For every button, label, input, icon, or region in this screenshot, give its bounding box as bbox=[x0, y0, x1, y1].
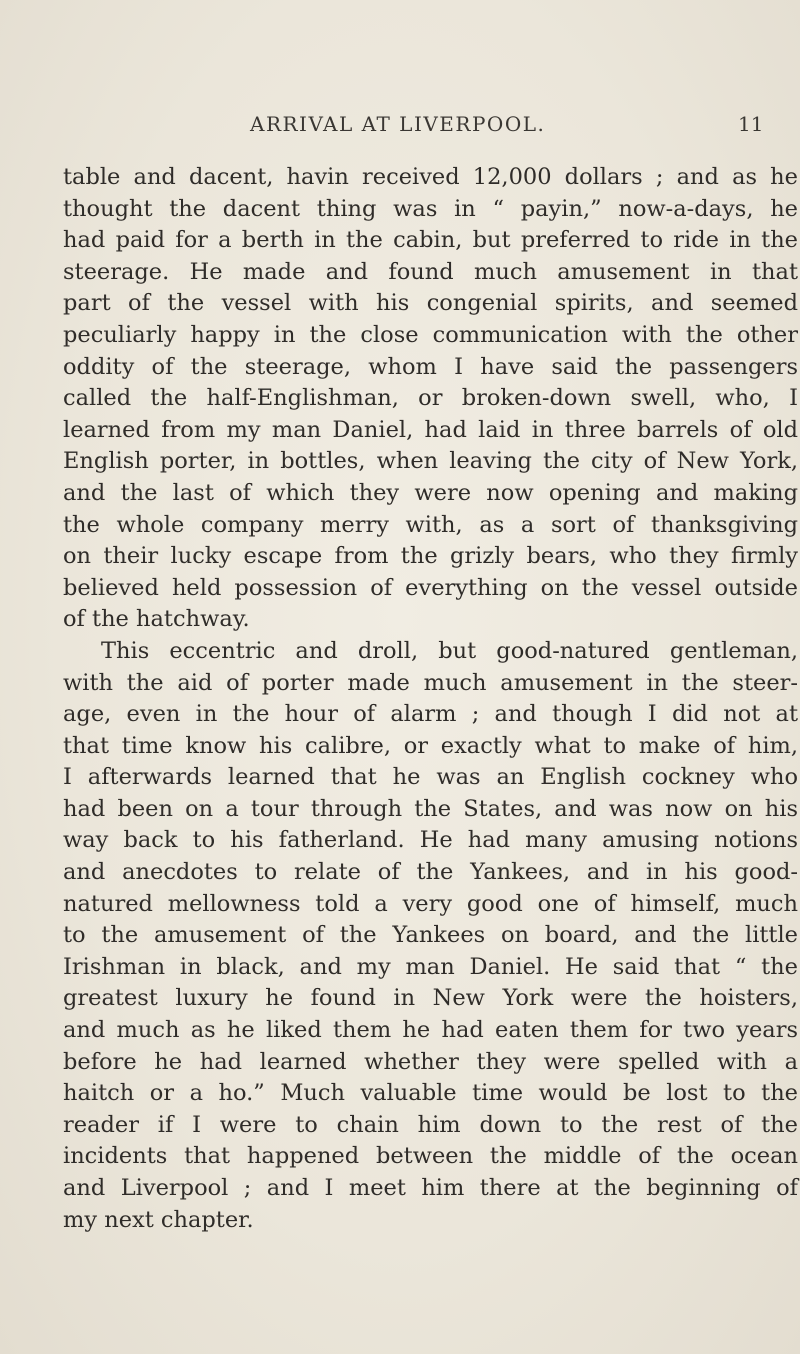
text-line: called the half-Englishman, or broken-down swell, who, I bbox=[63, 385, 798, 412]
running-title: ARRIVAL AT LIVERPOOL. bbox=[250, 112, 546, 136]
text-line: age, even in the hour of alarm ; and though I did not at bbox=[63, 701, 798, 728]
text-line: to the amusement of the Yankees on board, and the little bbox=[63, 922, 798, 949]
text-line: oddity of the steerage, whom I have said the passengers bbox=[63, 353, 798, 380]
text-line: with the aid of porter made much amusement in the steer- bbox=[63, 669, 798, 696]
page-number: 11 bbox=[738, 112, 764, 136]
text-line: believed held possession of everything on the vessel outside bbox=[63, 574, 798, 601]
text-line: part of the vessel with his congenial spirits, and seemed bbox=[63, 290, 798, 317]
text-line: the whole company merry with, as a sort of thanksgiving bbox=[63, 511, 798, 538]
text-line: way back to his fatherland. He had many amusing notions bbox=[63, 827, 798, 854]
text-line: before he had learned whether they were spelled with a bbox=[63, 1048, 798, 1075]
text-line: and the last of which they were now opening and making bbox=[63, 479, 798, 506]
text-line: on their lucky escape from the grizly bears, who they firmly bbox=[63, 543, 798, 570]
text-line: peculiarly happy in the close communication with the other bbox=[63, 321, 798, 348]
running-head bbox=[0, 112, 800, 142]
text-line: and anecdotes to relate of the Yankees, and in his good- bbox=[63, 859, 798, 886]
text-line: and Liverpool ; and I meet him there at the beginning of bbox=[63, 1175, 798, 1201]
body-text bbox=[63, 162, 798, 1236]
paragraph-start-line: This eccentric and droll, but good-natured gentleman, bbox=[101, 637, 798, 664]
paragraph-end-line: of the hatchway. bbox=[63, 606, 250, 633]
text-line: I afterwards learned that he was an English cockney who bbox=[63, 764, 798, 791]
text-line: natured mellowness told a very good one of himself, much bbox=[63, 890, 798, 917]
text-line: steerage. He made and found much amusement in that bbox=[63, 258, 798, 285]
paragraph-end-line: my next chapter. bbox=[63, 1206, 254, 1233]
text-line: table and dacent, havin received 12,000 dollars ; and as he bbox=[63, 164, 798, 190]
text-line: had paid for a berth in the cabin, but preferred to ride in the bbox=[63, 227, 798, 254]
text-line: that time know his calibre, or exactly what to make of him, bbox=[63, 732, 798, 759]
text-line: and much as he liked them he had eaten them for two years bbox=[63, 1017, 798, 1044]
text-line: learned from my man Daniel, had laid in three barrels of old bbox=[63, 416, 798, 443]
text-line: English porter, in bottles, when leaving the city of New York, bbox=[63, 448, 798, 475]
text-line: thought the dacent thing was in “ payin,” now-a-days, he bbox=[63, 195, 798, 222]
text-line: reader if I were to chain him down to the rest of the bbox=[63, 1111, 798, 1138]
text-line: Irishman in black, and my man Daniel. He said that “ the bbox=[63, 953, 798, 980]
text-line: incidents that happened between the middle of the ocean bbox=[63, 1143, 798, 1170]
text-line: haitch or a ho.” Much valuable time would be lost to the bbox=[63, 1080, 798, 1107]
text-line: had been on a tour through the States, and was now on his bbox=[63, 795, 798, 822]
text-line: greatest luxury he found in New York were the hoisters, bbox=[63, 985, 798, 1012]
